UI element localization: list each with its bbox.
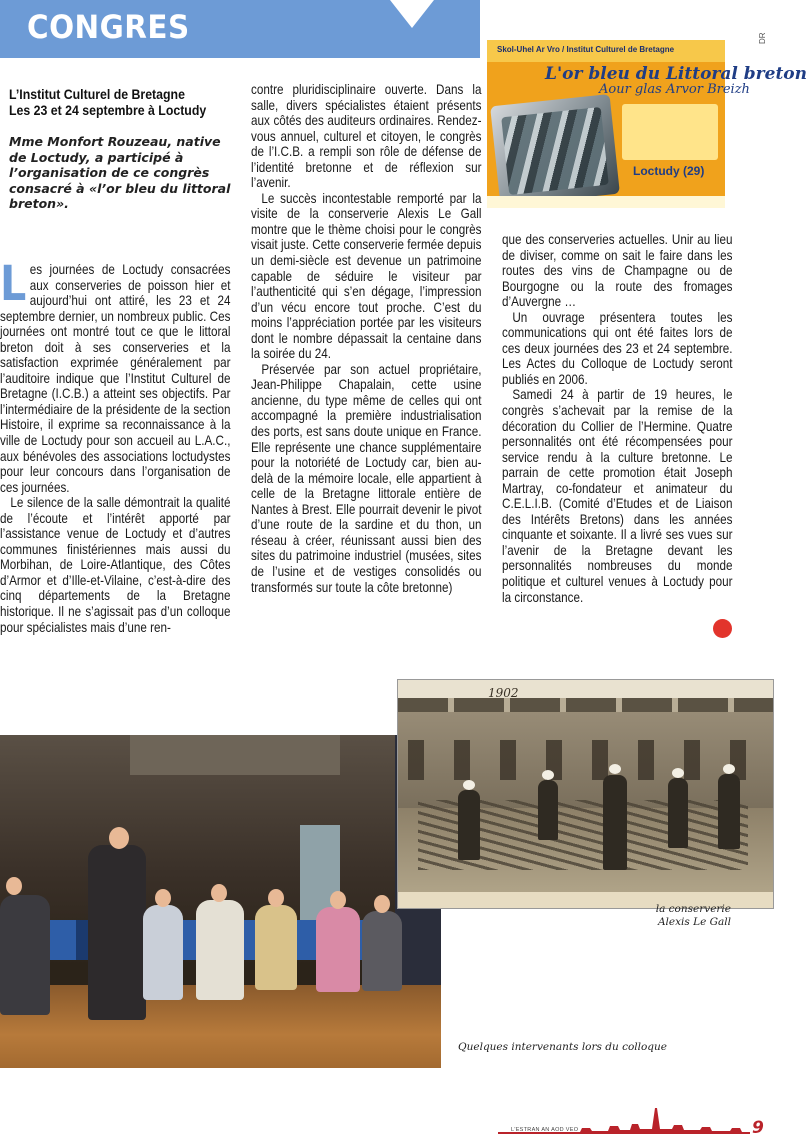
speaker-figure xyxy=(143,905,183,1000)
colloquium-photo xyxy=(0,735,441,1068)
caption-line-1: la conserverie xyxy=(655,903,731,915)
speaker-figure xyxy=(196,900,244,1000)
speaker-head xyxy=(268,889,284,907)
speaker-head xyxy=(6,877,22,895)
paragraph-text: es journées de Loctudy consacrées aux conserveries de poisson hier et aujourd’hui ont attiré, les 23 et 24 septembre dernier, un nombreux public. Ces journées ont montré tout ce que le littoral breton doit à ses conserveries et la satisfaction exprimée généralement par l’auditoire indique que l’Institut Culturel de Bretagne (I.C.B.) a atteint ses objectifs. Par l’intermédiaire de la présidente de la section Histoire, il exprime sa reconnaissance à la ville de Loctudy pour son accueil au L.A.C., aux bénévoles des associations loctudystes pour leur concours dans l’organisation de ces journées. xyxy=(0,262,231,495)
article-column-3 xyxy=(502,232,732,605)
paragraph: Préservée par son actuel propriétaire, Jean-Philippe Chapalain, cette usine ancienne, du type même de celles qui ont accompagné la première industrialisation des ports, est sans doute unique en France. Elle représente une chance supplémentaire pour la notoriété de Loctudy car, bien au-delà de la mémoire locale, elle appartient à celle de la Bretagne littorale entière de Nantes à Brest. Elle pourrait devenir le pivot d’une route de la sardine et du thon, un réseau à créer, réunissant aussi bien des sites du patrimoine industriel (musées, sites de l’usine et de vestiges consolidés ou transformés sur toute la côte bretonne) xyxy=(251,361,482,595)
speaker-figure xyxy=(316,907,360,992)
speaker-head xyxy=(374,895,390,913)
headline-line-2: Les 23 et 24 septembre à Loctudy xyxy=(9,102,207,118)
paragraph: que des conserveries actuelles. Unir au lieu de diviser, comme on sait le faire dans les routes des vins de Champagne ou de Bourgogne ou la route des fromages d’Auvergne … xyxy=(502,232,733,310)
speaker-figure xyxy=(88,845,146,1020)
article-column-2 xyxy=(251,82,481,595)
worker-figure xyxy=(538,780,558,840)
poster-city: Loctudy (29) xyxy=(633,164,705,178)
worker-bonnet xyxy=(609,764,621,774)
poster-bottom-band xyxy=(487,196,725,208)
poster-subtitle: Aour glas Arvor Breizh xyxy=(599,82,750,97)
worker-figure xyxy=(668,778,688,848)
event-poster xyxy=(487,40,807,208)
worker-figure xyxy=(718,774,740,849)
end-of-article-dot xyxy=(713,619,732,638)
paragraph: Un ouvrage présentera toutes les communications qui ont été faites lors de ces deux journées des 23 et 24 septembre. Les Actes du Colloque de Loctudy seront publiés en 2006. xyxy=(502,309,733,387)
speaker-figure xyxy=(255,905,297,990)
caption-line-2: Alexis Le Gall xyxy=(657,916,731,928)
worker-figure xyxy=(458,790,480,860)
worker-bonnet xyxy=(723,764,735,774)
banner-notch xyxy=(390,0,434,28)
speaker-figure xyxy=(0,895,50,1015)
poster-info-box xyxy=(622,104,718,160)
paragraph: Le silence de la salle démontrait la qualité de l’écoute et l’intérêt apporté par l’assistance venue de Loctudy et d’autres communes finistériennes mais aussi du Morbihan, de Loire-Atlantique, des Côtes d’Armor et d’Ille-et-Vilaine, c’est-à-dire des cinq départements de la Bretagne historique. Il ne s’agissait pas d’un colloque pour spécialistes mais d’une ren- xyxy=(0,495,231,635)
drop-cap: L xyxy=(0,256,27,312)
sardines-illustration xyxy=(501,107,609,195)
postcard-year: 1902 xyxy=(488,686,519,700)
section-title: CONGRES xyxy=(27,8,190,46)
photo-ceiling xyxy=(130,735,340,775)
village-skyline-icon xyxy=(560,1104,750,1134)
article-headline xyxy=(9,86,211,118)
article-lede: Mme Monfort Rouzeau, native de Loctudy, a participé à l’organisation de ce congrès consacré à «l’or bleu du littoral breton». xyxy=(9,134,231,212)
paragraph: contre pluridisciplinaire ouverte. Dans la salle, divers spécialistes étaient présents aux côtés des auditeurs ordinaires. Rendez-vous annuel, culturel et citoyen, le congrès de l’I.C.B. a rempli son rôle de défense de l’identité bretonne et de réflexion sur l’avenir. xyxy=(251,82,482,191)
headline-line-1: L’Institut Culturel de Bretagne xyxy=(9,86,185,102)
paragraph xyxy=(0,256,231,495)
article-column-1 xyxy=(0,256,231,635)
page-number: 9 xyxy=(752,1118,764,1138)
postcard-windows xyxy=(408,740,768,780)
paragraph: Samedi 24 à partir de 19 heures, le congrès s’achevait par la remise de la décoration du Collier de l’Hermine. Quatre personnalités ont été récompensées pour service rendu à la culture bretonne. Le parrain de cette promotion était Joseph Martray, co-fondateur et animateur du C.E.L.I.B. (Comité d’Etudes et de Liaison des Intérêts Bretons) dans les années cinquante et soixante. Il a livré ses vues sur l’avenir de la Bretagne devant les personnalités nombreuses du monde politique et culturel venues à Loctudy pour la circonstance. xyxy=(502,387,733,605)
worker-bonnet xyxy=(463,780,475,790)
speaker-figure xyxy=(362,911,402,991)
paragraph: Le succès incontestable remporté par la visite de la conserverie Alexis Le Gall montre que le thème choisi pour le congrès visait juste. Cette conserverie fermée depuis un demi-siècle est devenue un patrimoine capable de séduire le visiteur par l’authenticité qui s’en dégage, l’impression d’un vécu encore tout proche. C’est du moins l’appréciation portée par les visiteurs dont le nombre dépassait la centaine dans la soirée du 24. xyxy=(251,190,482,362)
photo-credit: DR xyxy=(758,32,767,44)
photo-caption: Quelques intervenants lors du colloque xyxy=(458,1041,668,1053)
worker-bonnet xyxy=(672,768,684,778)
speaker-head xyxy=(109,827,129,849)
poster-title: L'or bleu du Littoral breton xyxy=(545,64,807,84)
speaker-head xyxy=(330,891,346,909)
poster-organizer: Skol-Uhel Ar Vro / Institut Culturel de Bretagne xyxy=(497,45,675,54)
footer-publication: L'ESTRAN AN AOD VEO xyxy=(511,1127,579,1133)
speaker-head xyxy=(211,884,227,902)
worker-figure xyxy=(603,775,627,870)
cannery-postcard-photo xyxy=(398,680,773,908)
postcard-roof xyxy=(398,698,773,712)
photo-caption xyxy=(635,903,731,929)
worker-bonnet xyxy=(542,770,554,780)
speaker-head xyxy=(155,889,171,907)
